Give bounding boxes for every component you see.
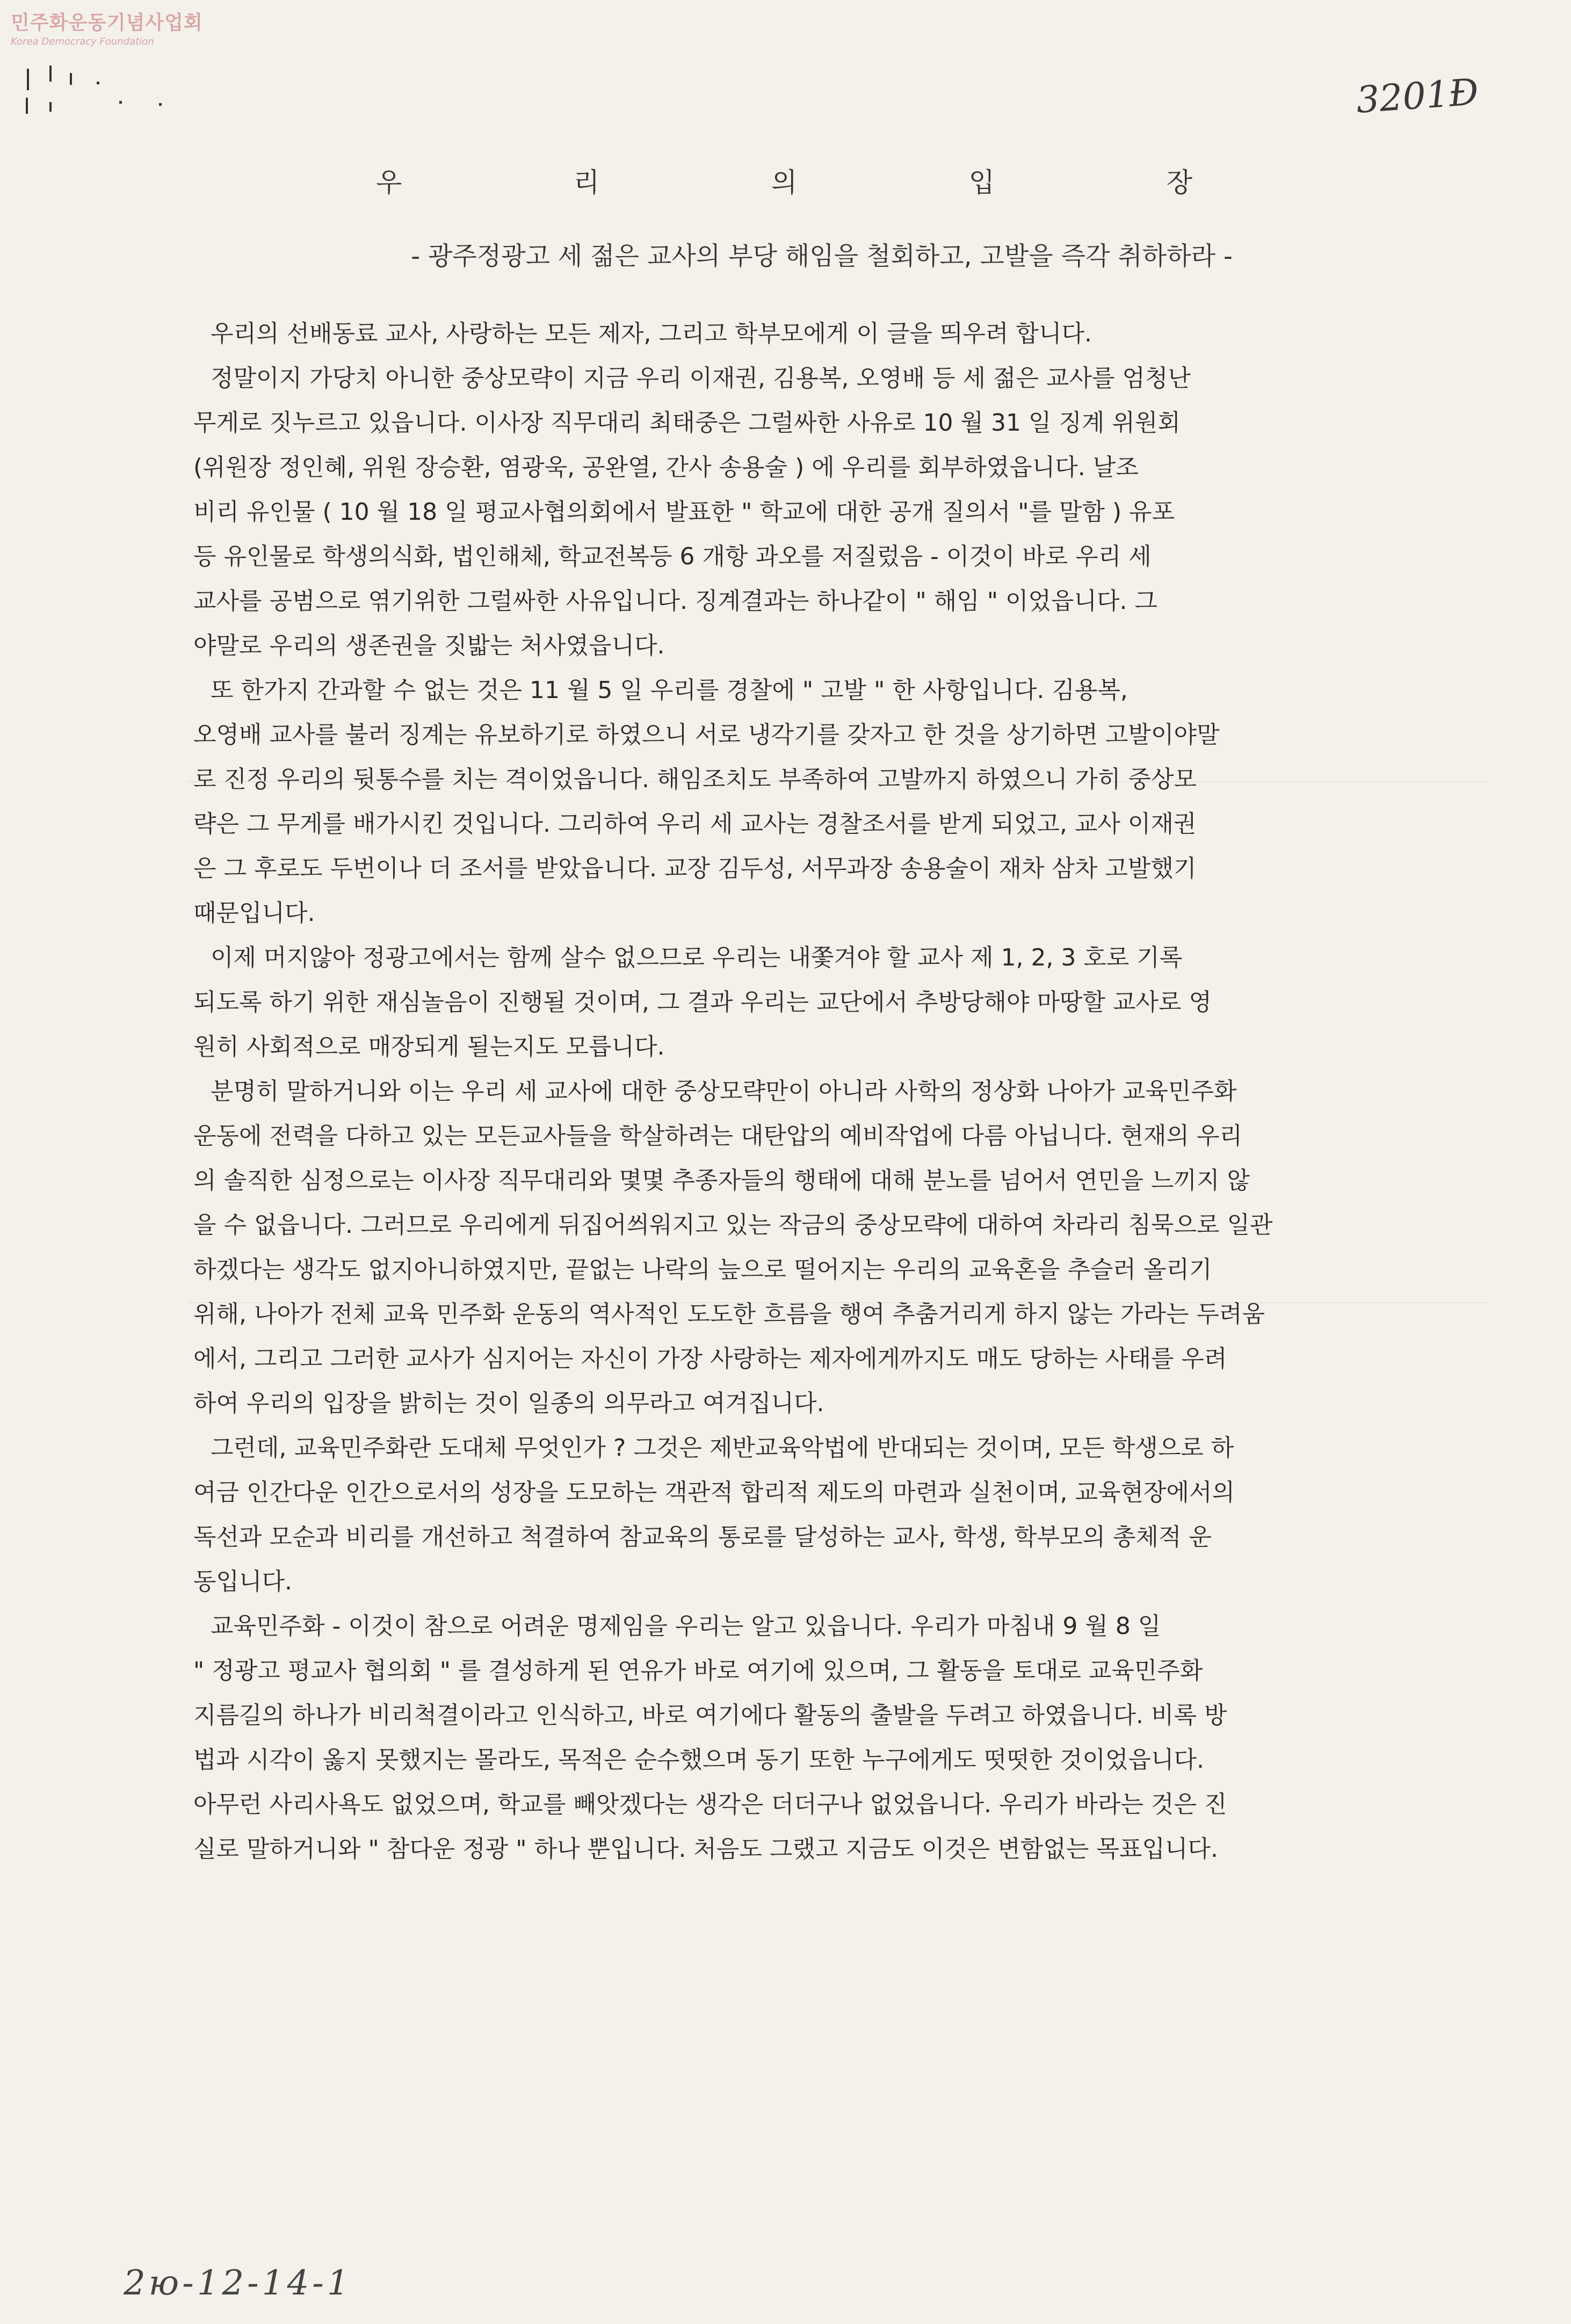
title-char: 우 [376, 167, 402, 198]
paragraph-line: 법과 시각이 옳지 못했지는 몰라도, 목적은 순수했으며 동기 또한 누구에게도 떳떳한 것이었읍니다. [193, 1746, 1204, 1774]
paragraph-line: 때문입니다. [193, 899, 315, 927]
paragraph-line: 하여 우리의 입장을 밝히는 것이 일종의 의무라고 여겨집니다. [193, 1390, 824, 1417]
paragraph-first-line: 교육민주화 - 이것이 참으로 어려운 명제임을 우리는 알고 있읍니다. 우리가 마침내 9 월 8 일 [211, 1613, 1161, 1640]
paragraph-line: (위원장 정인혜, 위원 장승환, 염광욱, 공완열, 간사 송용술 ) 에 우리를 회부하였읍니다. 날조 [193, 454, 1139, 481]
paragraph-first-line: 정말이지 가당치 아니한 중상모략이 지금 우리 이재권, 김용복, 오영배 등 세 젊은 교사를 엄청난 [211, 365, 1191, 392]
paragraph-line: " 정광고 평교사 협의회 " 를 결성하게 된 연유가 바로 여기에 있으며, 그 활동을 토대로 교육민주화 [193, 1657, 1203, 1684]
paragraph-line: 위해, 나아가 전체 교육 민주화 운동의 역사적인 도도한 흐름을 행여 추춤거리게 하지 않는 가라는 두려움 [193, 1301, 1265, 1328]
document-subtitle: - 광주정광고 세 젊은 교사의 부당 해임을 철회하고, 고발을 즉각 취하하라 - [411, 242, 1233, 271]
paragraph-line: 은 그 후로도 두번이나 더 조서를 받았읍니다. 교장 김두성, 서무과장 송용술이 재차 삼차 고발했기 [193, 855, 1197, 882]
paragraph-line: 동입니다. [193, 1568, 293, 1595]
paragraph-line: 략은 그 무게를 배가시킨 것입니다. 그리하여 우리 세 교사는 경찰조서를 받게 되었고, 교사 이재권 [193, 810, 1197, 838]
watermark-english: Korea Democracy Foundation [11, 36, 154, 47]
paragraph-first-line: 이제 머지않아 정광고에서는 함께 살수 없으므로 우리는 내쫓겨야 할 교사 제 1, 2, 3 호로 기록 [211, 944, 1183, 971]
document-title [376, 161, 1192, 200]
paragraph-line: 독선과 모순과 비리를 개선하고 척결하여 참교육의 통로를 달성하는 교사, 학생, 학부모의 총체적 운 [193, 1523, 1212, 1551]
paragraph-first-line: 분명히 말하거니와 이는 우리 세 교사에 대한 중상모략만이 아니라 사학의 정상화 나아가 교육민주화 [211, 1078, 1237, 1105]
paragraph-first-line: 또 한가지 간과할 수 없는 것은 11 월 5 일 우리를 경찰에 " 고발 " 한 사항입니다. 김용복, [211, 677, 1128, 704]
paragraph-line: 등 유인물로 학생의식화, 법인해체, 학교전복등 6 개항 과오를 저질렀음 - 이것이 바로 우리 세 [193, 543, 1152, 570]
paragraph-line: 운동에 전력을 다하고 있는 모든교사들을 학살하려는 대탄압의 예비작업에 다름 아닙니다. 현재의 우리 [193, 1122, 1242, 1150]
paragraph-line: 되도록 하기 위한 재심놀음이 진행될 것이며, 그 결과 우리는 교단에서 추방당해야 마땅할 교사로 영 [193, 989, 1212, 1016]
title-char: 장 [1166, 167, 1192, 198]
paragraph-line: 을 수 없읍니다. 그러므로 우리에게 뒤집어씌워지고 있는 작금의 중상모략에 대하여 차라리 침묵으로 일관 [193, 1211, 1273, 1239]
paragraph-line: 하겠다는 생각도 없지아니하였지만, 끝없는 나락의 늪으로 떨어지는 우리의 교육혼을 추슬러 올리기 [193, 1256, 1212, 1283]
paragraph-line: 오영배 교사를 불러 징계는 유보하기로 하였으니 서로 냉각기를 갖자고 한 것을 상기하면 고발이야말 [193, 721, 1220, 749]
paragraph-line: 아무런 사리사욕도 없었으며, 학교를 빼앗겠다는 생각은 더더구나 없었읍니다. 우리가 바라는 것은 진 [193, 1791, 1227, 1818]
paragraph-first-line: 그런데, 교육민주화란 도대체 무엇인가 ? 그것은 제반교육악법에 반대되는 것이며, 모든 학생으로 하 [211, 1434, 1234, 1462]
title-char: 의 [771, 167, 798, 198]
paragraph-line: 무게로 짓누르고 있읍니다. 이사장 직무대리 최태중은 그럴싸한 사유로 10 월 31 일 징계 위원회 [193, 409, 1181, 437]
paragraph-line: 실로 말하거니와 " 참다운 정광 " 하나 뿐입니다. 처음도 그랬고 지금도 이것은 변함없는 목표입니다. [193, 1835, 1218, 1863]
paragraph-line: 지름길의 하나가 비리척결이라고 인식하고, 바로 여기에다 활동의 출발을 두려고 하였읍니다. 비록 방 [193, 1702, 1227, 1729]
paragraph-line: 에서, 그리고 그러한 교사가 심지어는 자신이 가장 사랑하는 제자에게까지도 매도 당하는 사태를 우려 [193, 1345, 1227, 1372]
paragraph-line: 로 진정 우리의 뒷통수를 치는 격이었읍니다. 해임조치도 부족하여 고발까지 하였으니 가히 중상모 [193, 766, 1197, 793]
punch-marks [21, 54, 183, 129]
archive-number-top: 3201Ð [1355, 71, 1480, 122]
title-char: 입 [968, 167, 995, 198]
paragraph-line: 비리 유인물 ( 10 월 18 일 평교사협의회에서 발표한 " 학교에 대한 공개 질의서 "를 말함 ) 유포 [193, 498, 1175, 526]
paragraph-line: 원히 사회적으로 매장되게 될는지도 모릅니다. [193, 1033, 665, 1061]
paragraph-line: 여금 인간다운 인간으로서의 성장을 도모하는 객관적 합리적 제도의 마련과 실천이며, 교육현장에서의 [193, 1479, 1235, 1506]
paragraph-line: 야말로 우리의 생존권을 짓밟는 처사였읍니다. [193, 632, 665, 659]
paragraph-first-line: 우리의 선배동료 교사, 사랑하는 모든 제자, 그리고 학부모에게 이 글을 띄우려 합니다. [211, 320, 1092, 347]
document-body [193, 311, 1482, 1871]
paragraph-line: 교사를 공범으로 엮기위한 그럴싸한 사유입니다. 징계결과는 하나같이 " 해임 " 이었읍니다. 그 [193, 587, 1157, 615]
title-char: 리 [573, 167, 600, 198]
foundation-watermark [11, 8, 203, 47]
paragraph-line: 의 솔직한 심정으로는 이사장 직무대리와 몇몇 추종자들의 행태에 대해 분노를 넘어서 연민을 느끼지 않 [193, 1167, 1250, 1194]
watermark-korean: 민주화운동기념사업회 [11, 12, 203, 34]
archive-number-bottom: 2ю-12-14-1 [124, 2263, 352, 2303]
